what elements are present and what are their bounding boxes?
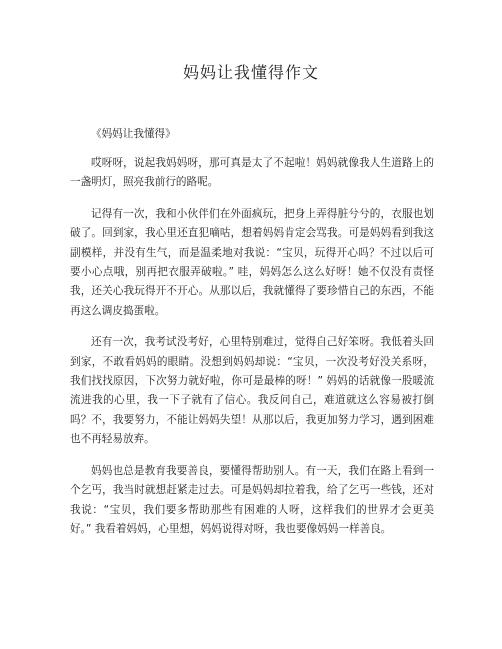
paragraph-3: 还有一次，我考试没考好，心里特别难过，觉得自己好笨呀。我低着头回到家，不敢看妈妈的眼睛。没想到妈妈却说：“宝贝，一次没考好没关系呀，我们找找原因，下次努力就好啦，你可是最棒的呀！” 妈妈的话就像一股暖流流进我的心里，我一下子就有了信心。我反问自己，难道就这么容易被打倒吗？不，我要努力，不能让妈妈失望！从那以后，我更加努力学习，遇到困难也不再轻易放弃。	[70, 336, 434, 446]
paragraph-1: 哎呀呀，说起我妈妈呀，那可真是太了不起啦！妈妈就像我人生道路上的一盏明灯，照亮我前行的路呢。	[70, 157, 434, 189]
paragraph-4: 妈妈也总是教育我要善良，要懂得帮助别人。有一天，我们在路上看到一个乞丐，我当时就想赶紧走过去。可是妈妈却拉着我，给了乞丐一些钱，还对我说：“宝贝，我们要多帮助那些有困难的人呀，这样我们的世界才会更美好。” 我看着妈妈，心里想，妈妈说得对呀，我也要像妈妈一样善良。	[70, 464, 434, 535]
essay-subtitle: 《妈妈让我懂得》	[91, 128, 176, 140]
document-body	[70, 124, 434, 551]
document-title: 妈妈让我懂得作文	[182, 63, 319, 82]
paragraph-2: 记得有一次，我和小伙伴们在外面疯玩，把身上弄得脏兮兮的，衣服也划破了。回到家，我心里还直犯嘀咕，想着妈妈肯定会骂我。可是妈妈看到我这副模样，并没有生气，而是温柔地对我说：“宝贝，玩得开心吗？不过以后可要小心点哦，别再把衣服弄破啦。” 哇，妈妈怎么这么好呀！她不仅没有责怪我，还关心我玩得开不开心。从那以后，我就懂得了要珍惜自己的东西，不能再这么调皮捣蛋啦。	[70, 207, 434, 317]
